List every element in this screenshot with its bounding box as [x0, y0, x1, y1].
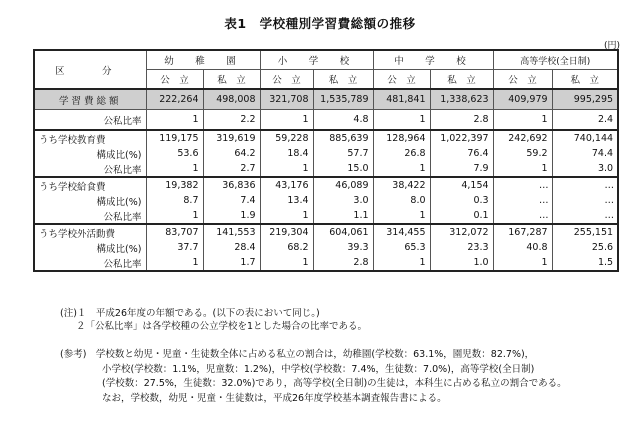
table-row: [34, 146, 618, 161]
cell: 76.4: [430, 146, 493, 161]
header-public: 公 立: [146, 70, 203, 90]
row-label: 構成比(%): [34, 240, 146, 255]
total-value: 498,008: [203, 89, 260, 110]
header-public: 公 立: [260, 70, 313, 90]
cell: 83,707: [146, 224, 203, 240]
cell: 23.3: [430, 240, 493, 255]
total-ratio-row: [34, 110, 618, 131]
cell: …: [552, 208, 618, 224]
cell: 1: [260, 208, 313, 224]
table-row: [34, 177, 618, 193]
cell: 40.8: [493, 240, 552, 255]
cell: 1: [260, 255, 313, 271]
cell: 65.3: [373, 240, 430, 255]
header-private: 私 立: [430, 70, 493, 90]
cell: …: [493, 193, 552, 208]
cell: 1: [146, 208, 203, 224]
table-row: [34, 161, 618, 177]
notes: [60, 307, 367, 333]
table-row: [34, 255, 618, 271]
cell: 19,382: [146, 177, 203, 193]
reference-block: [60, 348, 567, 406]
cell: 8.0: [373, 193, 430, 208]
cell: 1.1: [313, 208, 373, 224]
header-kindergarten: 幼 稚 園: [146, 50, 260, 70]
row-label: うち学校教育費: [34, 130, 146, 146]
cell: 141,553: [203, 224, 260, 240]
cell: 1: [373, 161, 430, 177]
cell: 0.3: [430, 193, 493, 208]
cell: 43,176: [260, 177, 313, 193]
row-label: 構成比(%): [34, 193, 146, 208]
row-label: 構成比(%): [34, 146, 146, 161]
total-label: 学習費総額: [34, 89, 146, 110]
cell: 64.2: [203, 146, 260, 161]
cell: 319,619: [203, 130, 260, 146]
ratio-value: 1: [373, 110, 430, 131]
cell: 1: [373, 255, 430, 271]
cell: 1: [493, 161, 552, 177]
header-high-school: 高等学校(全日制): [493, 50, 618, 70]
cell: 1.0: [430, 255, 493, 271]
kubun-header: 区 分: [34, 50, 146, 89]
cell: 2.8: [313, 255, 373, 271]
cell: 57.7: [313, 146, 373, 161]
header-junior-high: 中 学 校: [373, 50, 493, 70]
reference-line: 小学校(学校数：1.1%，児童数：1.2%)，中学校(学校数：7.4%，生徒数：7.0%)，高等学校(全日制): [102, 363, 535, 375]
reference-line: なお，学校数，幼児・児童・生徒数は，平成26年度学校基本調査報告書による。: [102, 392, 447, 404]
header-row-schools: [34, 50, 618, 70]
reference-line: (参考) 学校数と幼児・児童・生徒数全体に占める私立の割合は，幼稚園(学校数：63.1%，園児数：82.7%)，: [60, 349, 535, 360]
ratio-value: 1: [146, 110, 203, 131]
cell: 1.7: [203, 255, 260, 271]
page-title: 表1 学校種別学習費総額の推移: [224, 16, 416, 31]
cell: 59,228: [260, 130, 313, 146]
total-value: 1,338,623: [430, 89, 493, 110]
cell: 8.7: [146, 193, 203, 208]
cell: 37.7: [146, 240, 203, 255]
cell: 68.2: [260, 240, 313, 255]
cell: 242,692: [493, 130, 552, 146]
cell: 604,061: [313, 224, 373, 240]
cell: 7.4: [203, 193, 260, 208]
table-row: [34, 240, 618, 255]
ratio-value: 2.2: [203, 110, 260, 131]
cell: 74.4: [552, 146, 618, 161]
table-row: [34, 193, 618, 208]
cell: 885,639: [313, 130, 373, 146]
cell: 312,072: [430, 224, 493, 240]
header-private: 私 立: [203, 70, 260, 90]
ratio-value: 2.8: [430, 110, 493, 131]
cell: 119,175: [146, 130, 203, 146]
total-value: 481,841: [373, 89, 430, 110]
cell: 28.4: [203, 240, 260, 255]
cell: 3.0: [313, 193, 373, 208]
cell: 1,022,397: [430, 130, 493, 146]
cell: 26.8: [373, 146, 430, 161]
row-label: 公私比率: [34, 208, 146, 224]
cell: 1: [146, 161, 203, 177]
cell: 219,304: [260, 224, 313, 240]
cell: …: [552, 193, 618, 208]
cell: 1: [146, 255, 203, 271]
total-row: [34, 89, 618, 110]
cell: 167,287: [493, 224, 552, 240]
cell: 3.0: [552, 161, 618, 177]
total-value: 222,264: [146, 89, 203, 110]
cell: 1: [373, 208, 430, 224]
header-private: 私 立: [313, 70, 373, 90]
cell: 1: [260, 161, 313, 177]
cell: …: [552, 177, 618, 193]
header-elementary: 小 学 校: [260, 50, 373, 70]
cell: 53.6: [146, 146, 203, 161]
ratio-value: 4.8: [313, 110, 373, 131]
ratio-value: 2.4: [552, 110, 618, 131]
cell: 0.1: [430, 208, 493, 224]
note-2: ２「公私比率」は各学校種の公立学校を1とした場合の比率である。: [76, 321, 368, 332]
cell: 255,151: [552, 224, 618, 240]
cell: 1.5: [552, 255, 618, 271]
cell: 128,964: [373, 130, 430, 146]
total-ratio-label: 公私比率: [34, 110, 146, 131]
table-row: [34, 224, 618, 240]
cell: 7.9: [430, 161, 493, 177]
row-label: うち学校外活動費: [34, 224, 146, 240]
cell: 4,154: [430, 177, 493, 193]
table-row: [34, 208, 618, 224]
total-value: 409,979: [493, 89, 552, 110]
cell: 18.4: [260, 146, 313, 161]
row-label: うち学校給食費: [34, 177, 146, 193]
row-label: 公私比率: [34, 161, 146, 177]
row-label: 公私比率: [34, 255, 146, 271]
cell: 2.7: [203, 161, 260, 177]
table-row: [34, 130, 618, 146]
total-value: 995,295: [552, 89, 618, 110]
cell: 1: [493, 255, 552, 271]
header-public: 公 立: [373, 70, 430, 90]
cell: 25.6: [552, 240, 618, 255]
cell: …: [493, 177, 552, 193]
header-private: 私 立: [552, 70, 618, 90]
cell: …: [493, 208, 552, 224]
cell: 46,089: [313, 177, 373, 193]
note-1: (注)１ 平成26年度の年額である。(以下の表において同じ。): [60, 308, 320, 319]
cell: 1.9: [203, 208, 260, 224]
expense-table: [33, 49, 619, 272]
cell: 39.3: [313, 240, 373, 255]
total-value: 1,535,789: [313, 89, 373, 110]
cell: 15.0: [313, 161, 373, 177]
cell: 59.2: [493, 146, 552, 161]
cell: 740,144: [552, 130, 618, 146]
cell: 13.4: [260, 193, 313, 208]
cell: 36,836: [203, 177, 260, 193]
total-value: 321,708: [260, 89, 313, 110]
header-public: 公 立: [493, 70, 552, 90]
unit-label: (円): [603, 41, 620, 51]
reference-line: (学校数：27.5%，生徒数：32.0%)であり，高等学校(全日制)の生徒は，本科生に占める私立の割合である。: [102, 378, 567, 389]
ratio-value: 1: [260, 110, 313, 131]
cell: 314,455: [373, 224, 430, 240]
ratio-value: 1: [493, 110, 552, 131]
cell: 38,422: [373, 177, 430, 193]
